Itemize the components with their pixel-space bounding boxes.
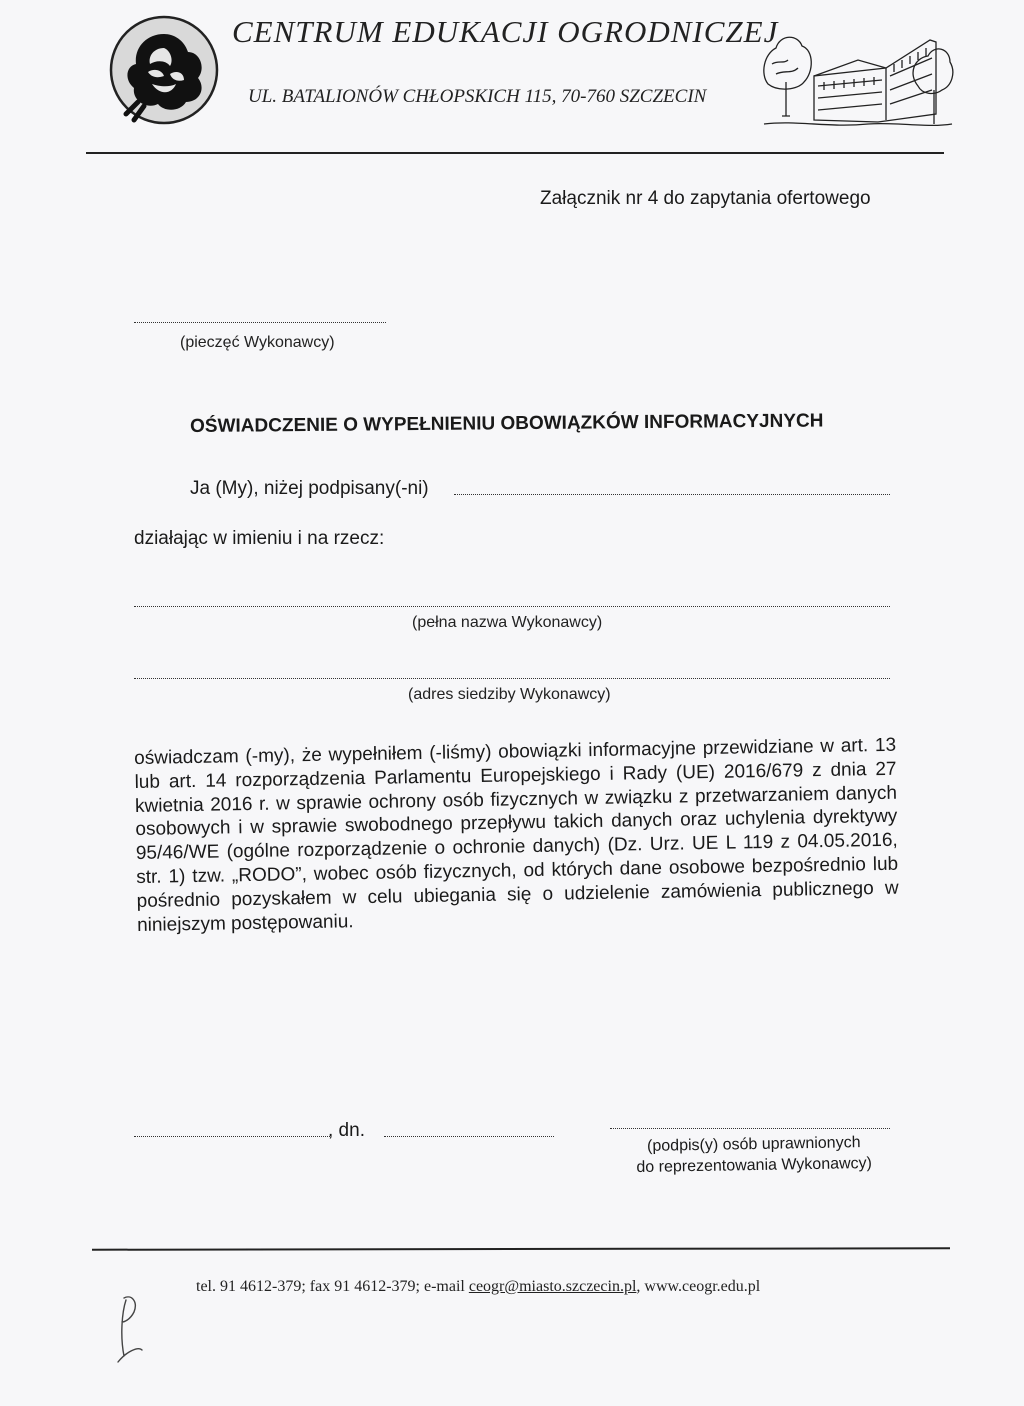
school-building-icon: [758, 24, 954, 132]
stamp-dotted-line: [134, 322, 386, 323]
document-title: OŚWIADCZENIE O WYPEŁNIENIU OBOWIĄZKÓW INFORMACYJNYCH: [190, 410, 824, 437]
organization-name: CENTRUM EDUKACJI OGRODNICZEJ: [232, 14, 779, 49]
footer-divider: [92, 1247, 950, 1250]
full-name-input-line[interactable]: [134, 606, 890, 607]
footer-email-link[interactable]: ceogr@miasto.szczecin.pl: [468, 1278, 637, 1295]
organization-address: UL. BATALIONÓW CHŁOPSKICH 115, 70-760 SZCZECIN: [248, 86, 707, 107]
date-input-line[interactable]: [384, 1136, 554, 1137]
footer-phone-fax: tel. 91 4612-379; fax 91 4612-379; e-mail: [196, 1278, 465, 1295]
acting-on-behalf-label: działając w imieniu i na rzecz:: [134, 528, 385, 549]
footer-contact: [196, 1278, 760, 1296]
address-caption: (adres siedziby Wykonawcy): [408, 686, 611, 703]
attachment-label: Załącznik nr 4 do zapytania ofertowego: [540, 188, 871, 209]
stamp-caption: (pieczęć Wykonawcy): [180, 334, 335, 351]
place-input-line[interactable]: [134, 1136, 330, 1137]
handwritten-initial-icon: [112, 1292, 152, 1364]
address-input-line[interactable]: [134, 678, 890, 679]
rose-emblem-icon: [108, 14, 220, 126]
signer-label: Ja (My), niżej podpisany(-ni): [190, 478, 429, 499]
declaration-text: oświadczam (-my), że wypełniłem (-liśmy) obowiązki informacyjne przewidziane w art. 13 lub art. 14 rozporządzenia Parlamentu Europejskiego i Rady (UE) 2016/679 z dnia 27 kwietnia 2016 r. w sprawie ochrony osób fizycznych w związku z przetwarzaniem danych osobowych i w sprawie swobodnego przepływu takich danych oraz uchylenia dyrektywy 95/46/WE (ogólne rozporządzenie o ochronie danych) (Dz. Urz. UE L 119 z 04.05.2016, str. 1) tzw. „RODO”, wobec osób fizycznych, od których dane osobowe bezpośrednio lub pośrednio pozyskałem w celu ubiegania się o udzielenie zamówienia publicznego w niniejszym postępowaniu.: [134, 734, 899, 936]
header-divider: [86, 152, 944, 154]
signature-caption-line1: (podpis(y) osób uprawnionych: [646, 1134, 861, 1155]
signature-caption-line2: do reprezentowania Wykonawcy): [636, 1154, 873, 1177]
date-separator: , dn.: [328, 1120, 365, 1141]
signature-caption: [624, 1132, 885, 1179]
signature-input-line[interactable]: [610, 1128, 890, 1129]
full-name-caption: (pełna nazwa Wykonawcy): [412, 614, 603, 631]
footer-website: , www.ceogr.edu.pl: [636, 1278, 761, 1295]
signer-input-line[interactable]: [454, 494, 890, 495]
